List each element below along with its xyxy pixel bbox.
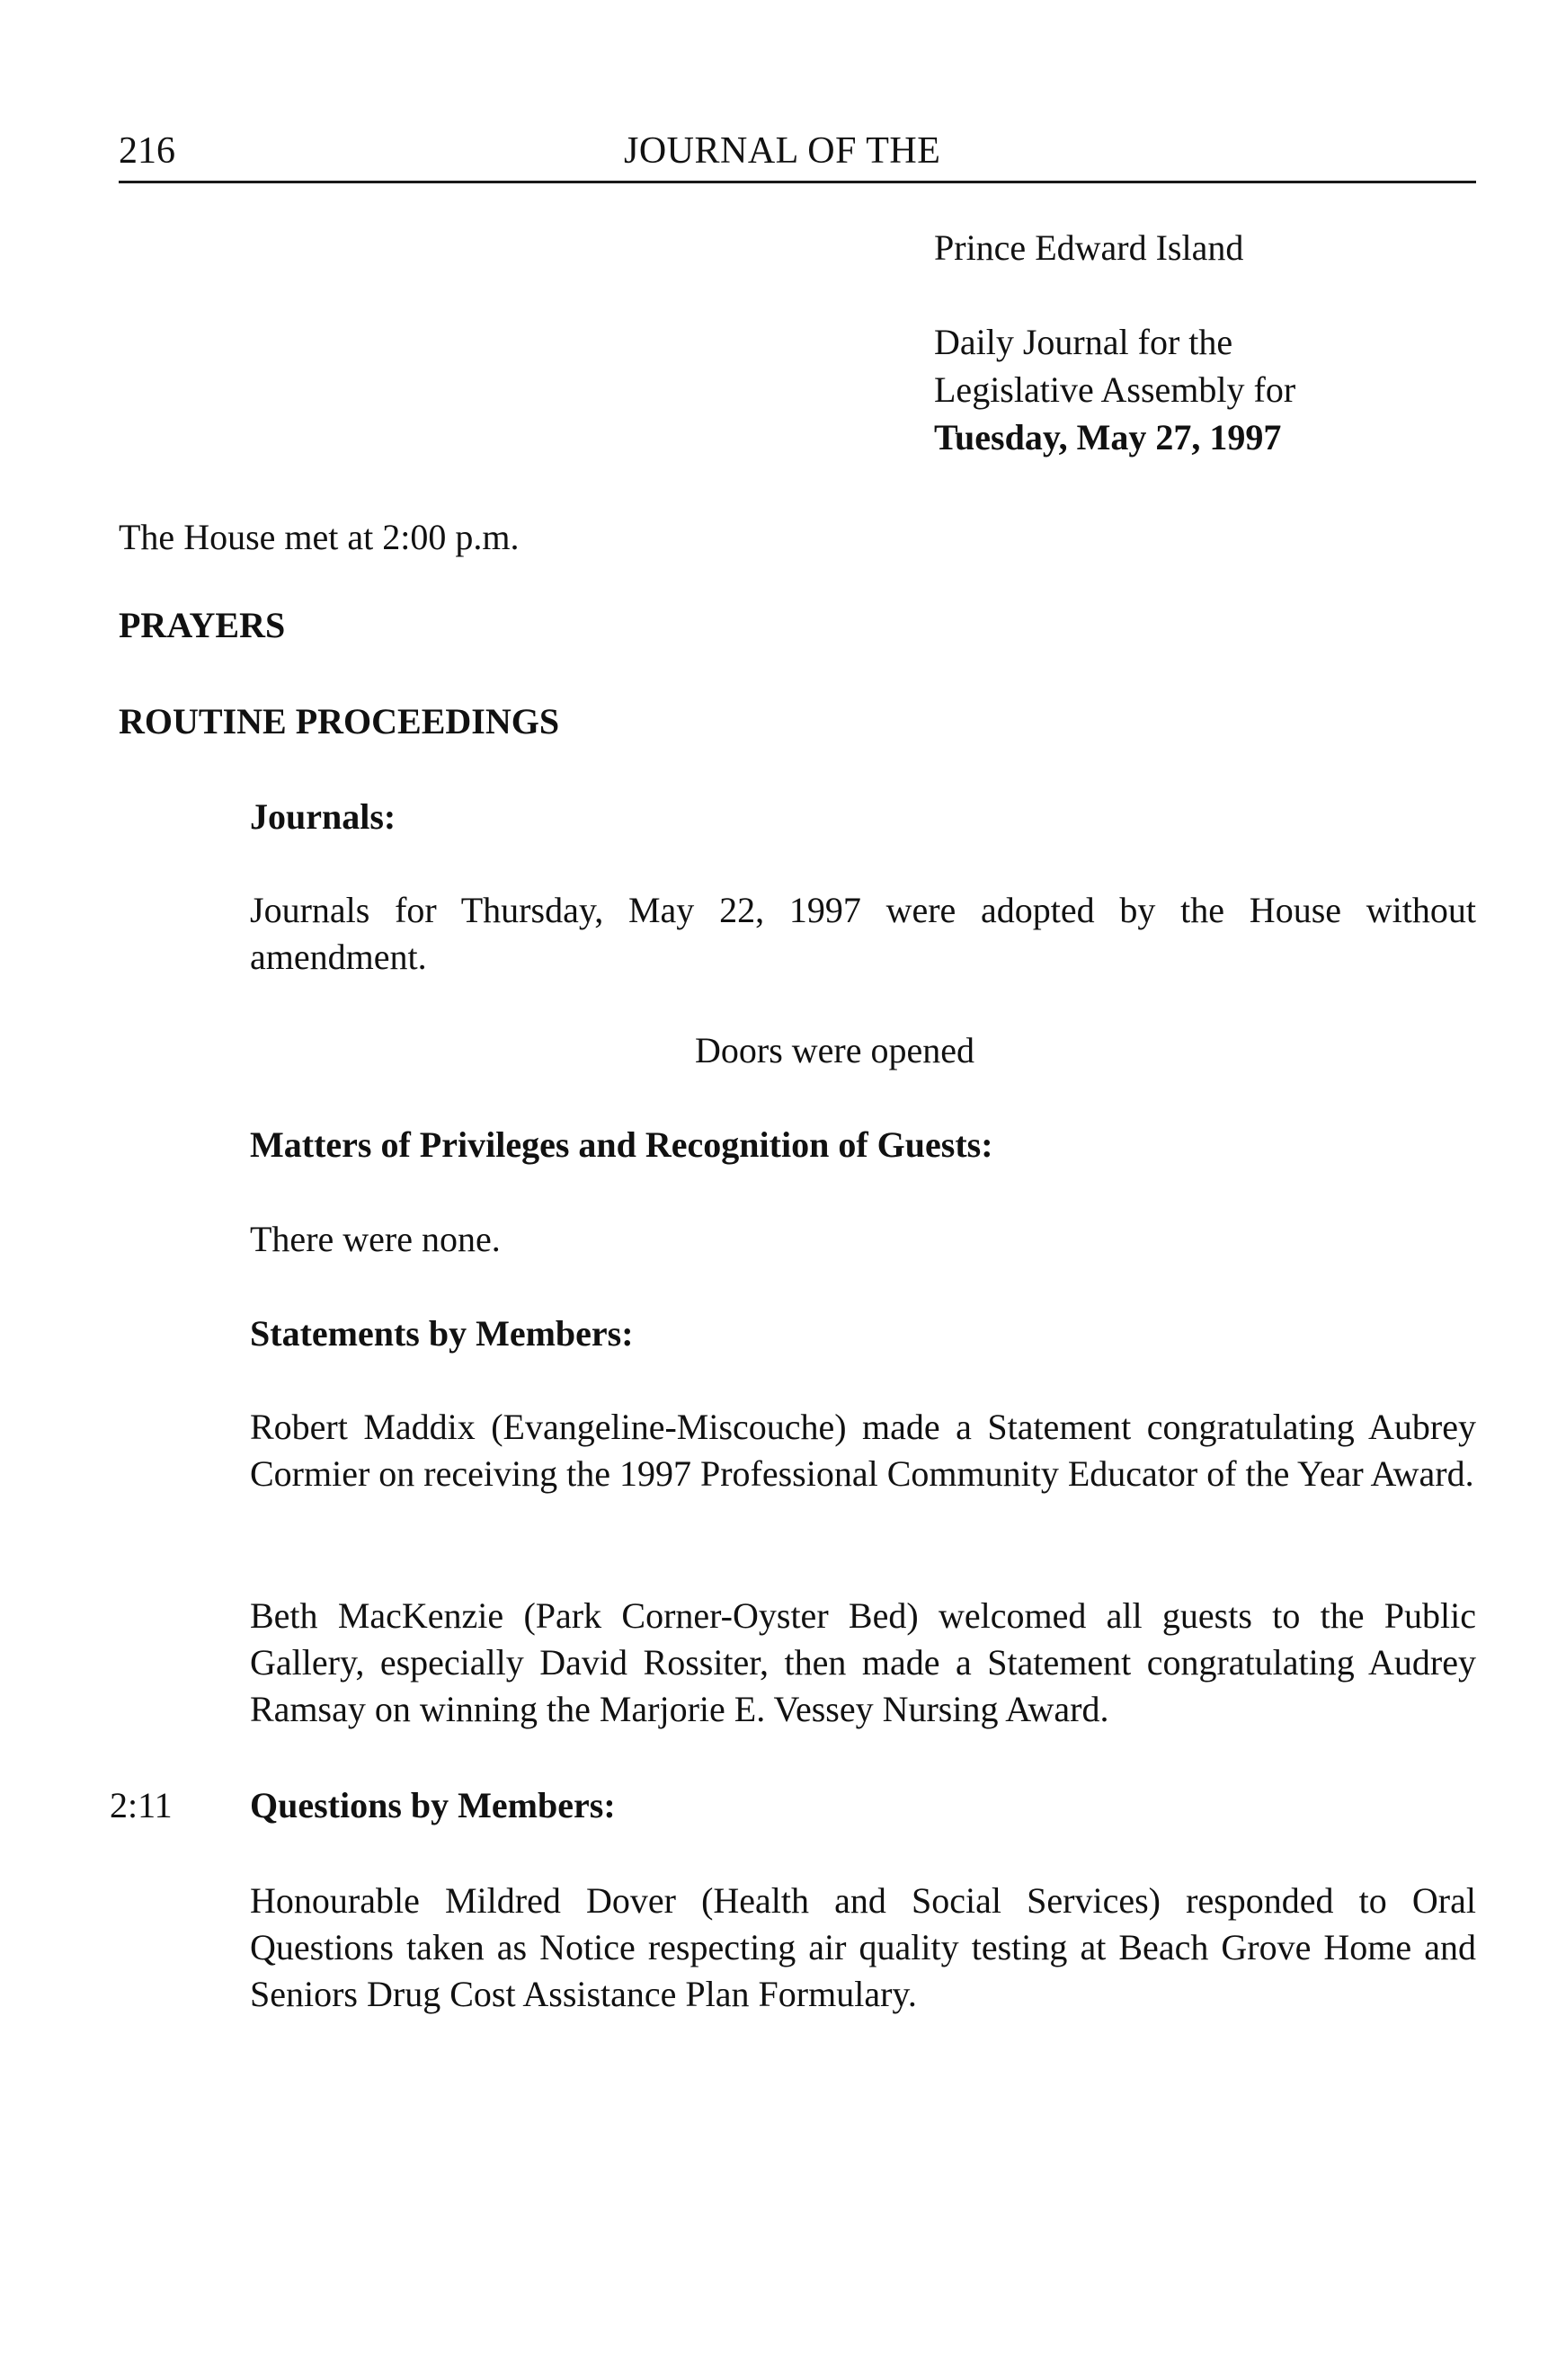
sitting-time: The House met at 2:00 p.m. bbox=[119, 517, 520, 557]
matters-paragraph: There were none. bbox=[250, 1219, 501, 1259]
journals-paragraph: Journals for Thursday, May 22, 1997 were adopted by the House without amendment. bbox=[250, 890, 1476, 977]
journal-title-line-1: Daily Journal for the bbox=[934, 322, 1233, 362]
journal-date: Tuesday, May 27, 1997 bbox=[934, 417, 1282, 457]
journals-heading: Journals: bbox=[250, 796, 396, 837]
statement-paragraph: Beth MacKenzie (Park Corner-Oyster Bed) welcomed all guests to the Public Gallery, especially David Rossiter, then made a Statement congratulating Audrey Ramsay on winning the Marjorie E. Vessey Nursing Award. bbox=[250, 1595, 1476, 1729]
questions-heading: Questions by Members: bbox=[250, 1785, 616, 1825]
time-marker: 2:11 bbox=[110, 1785, 173, 1825]
prayers-heading: PRAYERS bbox=[119, 605, 286, 645]
province-name: Prince Edward Island bbox=[934, 227, 1244, 268]
routine-proceedings-heading: ROUTINE PROCEEDINGS bbox=[119, 701, 560, 742]
header-rule bbox=[119, 181, 1476, 183]
running-head: JOURNAL OF THE bbox=[624, 130, 941, 172]
matters-of-privileges-heading: Matters of Privileges and Recognition of Guests: bbox=[250, 1124, 993, 1165]
journal-title-line-2: Legislative Assembly for bbox=[934, 369, 1296, 410]
questions-paragraph: Honourable Mildred Dover (Health and Social Services) responded to Oral Questions taken as Notice respecting air quality testing at Beach Grove Home and Seniors Drug Cost Assistance Plan Formulary. bbox=[250, 1880, 1476, 2014]
statements-heading: Statements by Members: bbox=[250, 1313, 634, 1354]
page-number: 216 bbox=[119, 130, 175, 172]
statement-paragraph: Robert Maddix (Evangeline-Miscouche) made a Statement congratulating Aubrey Cormier on receiving the 1997 Professional Community Educator of the Year Award. bbox=[250, 1407, 1476, 1494]
doors-opened-note: Doors were opened bbox=[695, 1030, 974, 1070]
